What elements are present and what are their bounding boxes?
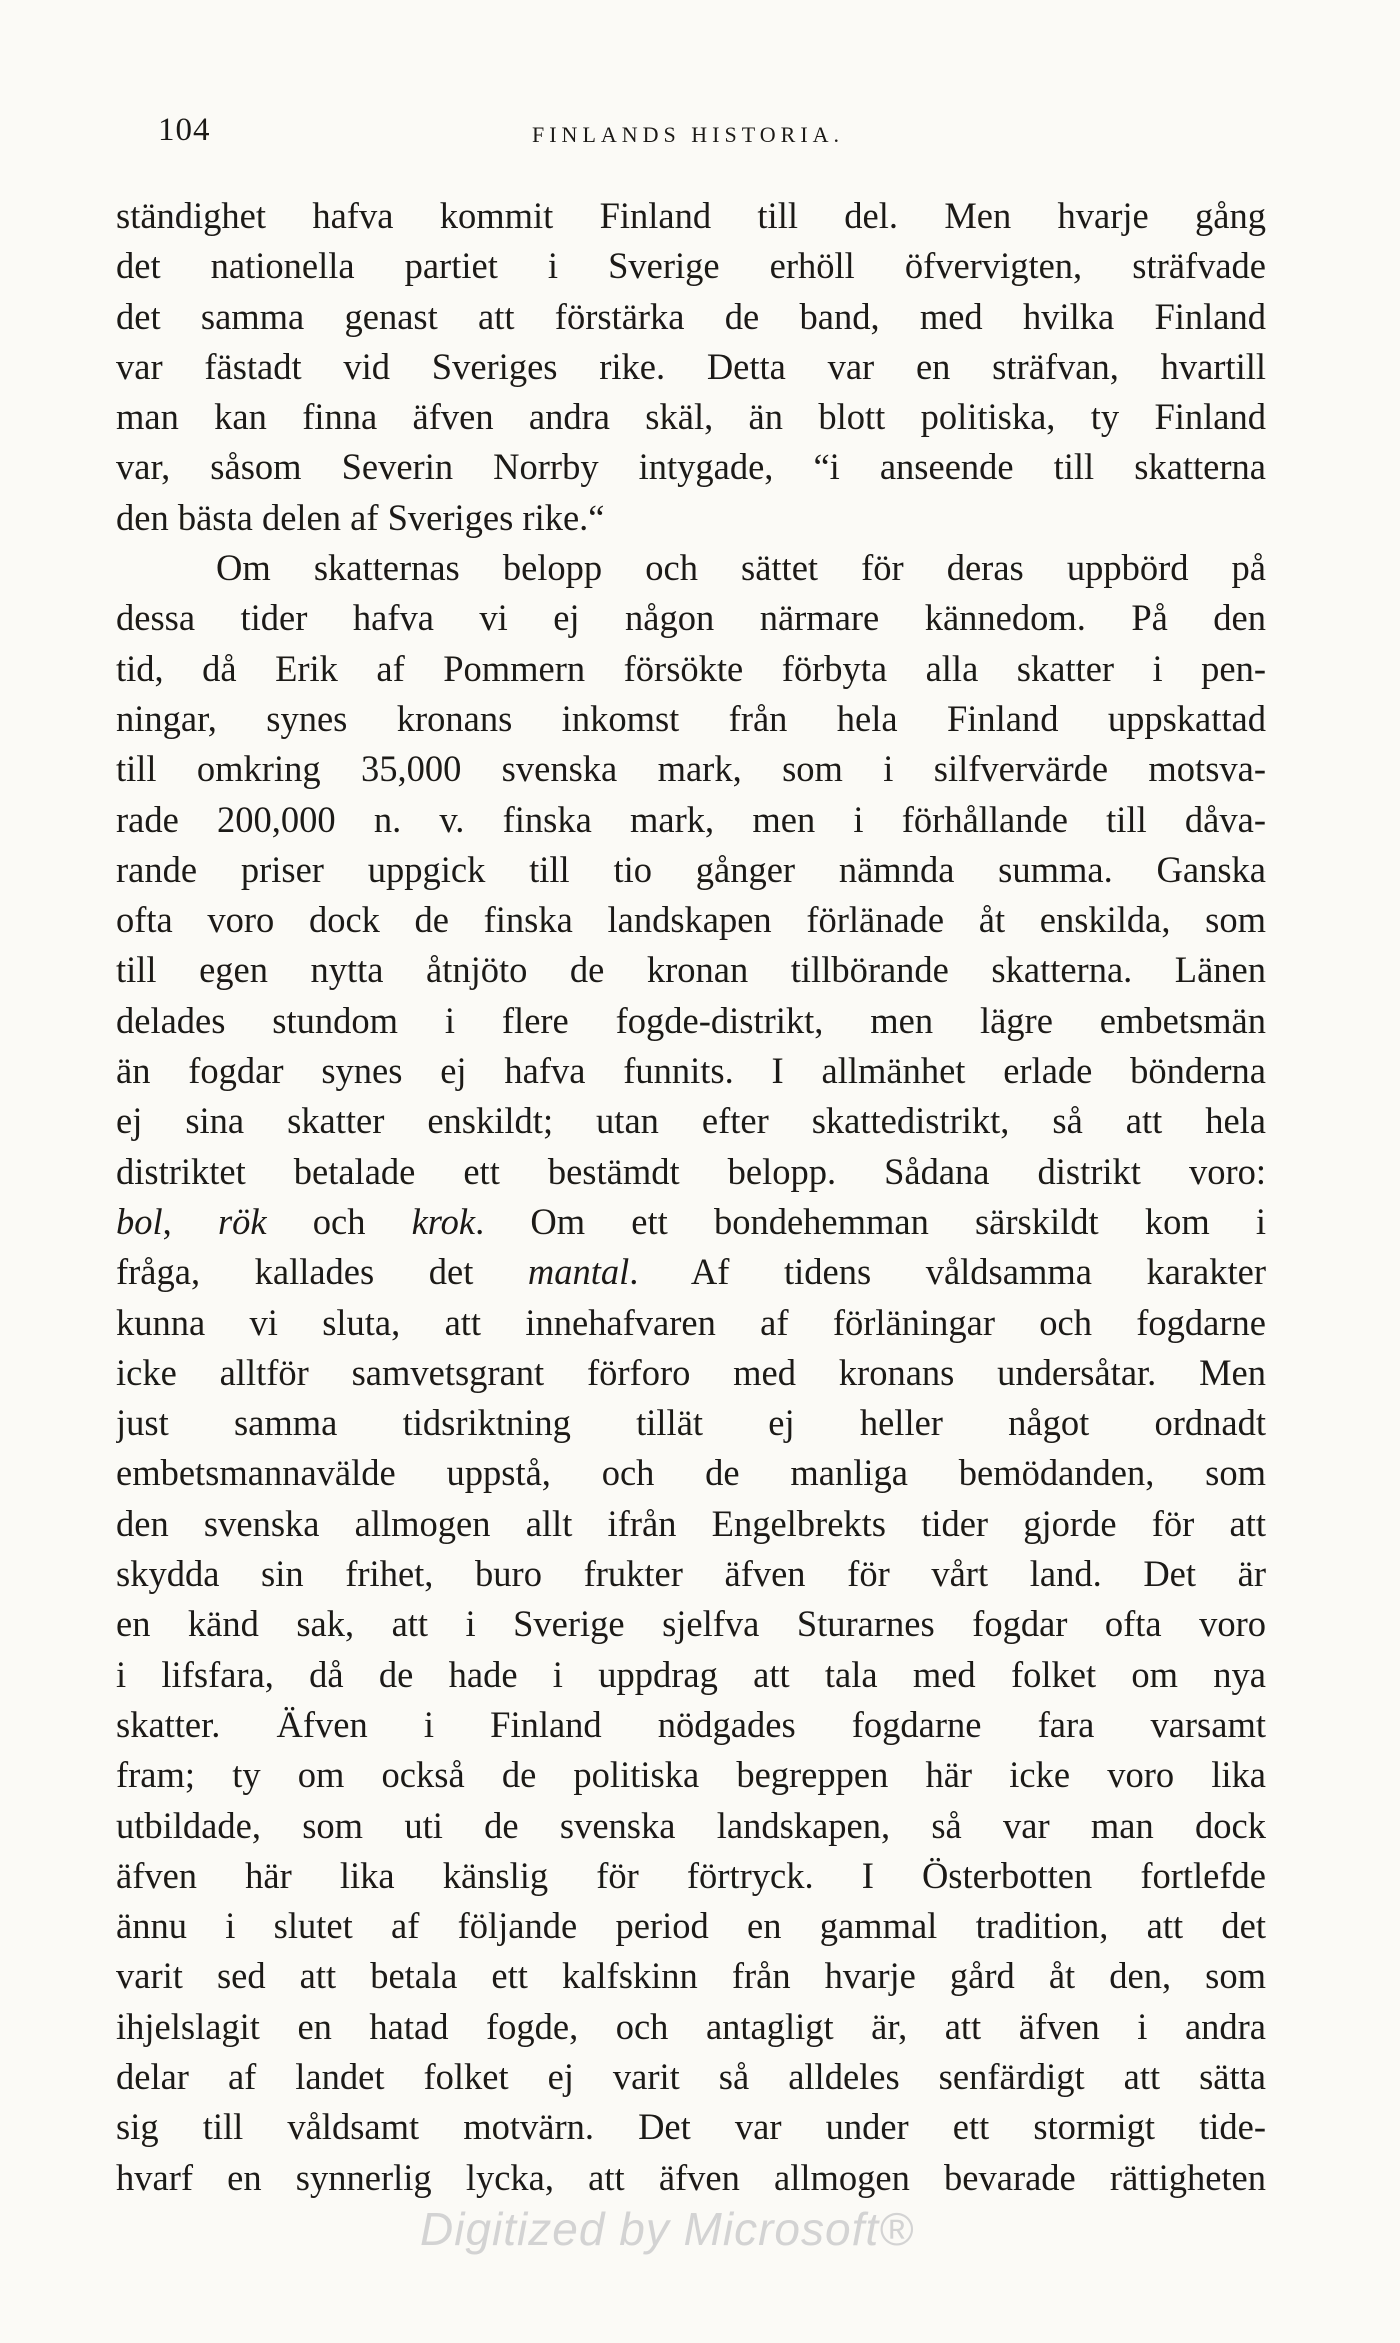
text-line: delar af landet folket ej varit så alldeles senfärdigt att sätta: [116, 2055, 1266, 2097]
text-line: det samma genast att förstärka de band, med hvilka Finland: [116, 295, 1266, 337]
text-line: [116, 1247, 1266, 1297]
text-line: ej sina skatter enskildt; utan efter skattedistrikt, så att hela: [116, 1100, 1266, 1142]
text-segment: fråga, kallades det: [116, 1251, 528, 1293]
text-line: till egen nytta åtnjöto de kronan tillbörande skatterna. Länen: [116, 949, 1266, 991]
italic-term: rök: [217, 1200, 267, 1242]
text-line: just samma tidsriktning tillät ej heller något ordnadt: [116, 1402, 1266, 1444]
italic-term: mantal: [527, 1251, 630, 1293]
text-line: tid, då Erik af Pommern försökte förbyta alla skatter i pen-: [116, 647, 1266, 689]
text-line: rade 200,000 n. v. finska mark, men i förhållande till dåva-: [116, 798, 1266, 840]
italic-term: bol: [116, 1200, 163, 1242]
running-head: [150, 112, 1270, 172]
text-line: till omkring 35,000 svenska mark, som i silfvervärde motsva-: [116, 748, 1266, 790]
text-line: den svenska allmogen allt ifrån Engelbrekts tider gjorde för att: [116, 1502, 1266, 1544]
text-line: delades stundom i flere fogde-distrikt, men lägre embetsmän: [116, 999, 1266, 1041]
text-line: distriktet betalade ett bestämdt belopp. Sådana distrikt voro:: [116, 1150, 1266, 1192]
text-segment: . Af tidens våldsamma karakter: [629, 1251, 1266, 1293]
body-text: [116, 191, 1266, 2203]
text-line: [116, 1197, 1266, 1247]
text-line: embetsmannavälde uppstå, och de manliga bemödanden, som: [116, 1452, 1266, 1494]
text-line: fram; ty om också de politiska begreppen här icke voro lika: [116, 1754, 1266, 1796]
text-line: en känd sak, att i Sverige sjelfva Sturarnes fogdar ofta voro: [116, 1603, 1266, 1645]
text-line: skydda sin frihet, buro frukter äfven för vårt land. Det är: [116, 1553, 1266, 1595]
text-line: äfven här lika känslig för förtryck. I Österbotten fortlefde: [116, 1854, 1266, 1896]
text-line: dessa tider hafva vi ej någon närmare kännedom. På den: [116, 597, 1266, 639]
text-line: det nationella partiet i Sverige erhöll öfvervigten, sträfvade: [116, 245, 1266, 287]
text-line: i lifsfara, då de hade i uppdrag att tala med folket om nya: [116, 1653, 1266, 1695]
text-line: varit sed att betala ett kalfskinn från hvarje gård åt den, som: [116, 1955, 1266, 1997]
text-line: ständighet hafva kommit Finland till del. Men hvarje gång: [116, 195, 1266, 236]
text-segment: och: [266, 1200, 412, 1242]
text-line: den bästa delen af Sveriges rike.“: [116, 496, 605, 538]
text-line: ännu i slutet af följande period en gammal tradition, att det: [116, 1905, 1266, 1947]
text-segment: . Om ett bondehemman särskildt kom i: [475, 1200, 1266, 1242]
running-title: FINLANDS HISTORIA.: [532, 122, 845, 147]
text-line: hvarf en synnerlig lycka, att äfven allmogen bevarade rättigheten: [116, 2156, 1266, 2198]
text-line: rande priser uppgick till tio gånger nämnda summa. Ganska: [116, 848, 1266, 890]
text-line: var fästadt vid Sveriges rike. Detta var en sträfvan, hvartill: [116, 345, 1266, 387]
digitization-watermark: Digitized by Microsoft®: [420, 2203, 915, 2255]
text-line: man kan finna äfven andra skäl, än blott politiska, ty Finland: [116, 396, 1266, 438]
text-line: icke alltför samvetsgrant förforo med kronans undersåtar. Men: [116, 1351, 1266, 1393]
text-line: ihjelslagit en hatad fogde, och antagligt är, att äfven i andra: [116, 2005, 1266, 2047]
text-line: ofta voro dock de finska landskapen förlänade åt enskilda, som: [116, 899, 1266, 941]
text-segment: ,: [162, 1200, 218, 1242]
text-line: var, såsom Severin Norrby intygade, “i anseende till skatterna: [116, 446, 1266, 488]
text-line: ningar, synes kronans inkomst från hela Finland uppskattad: [116, 697, 1266, 739]
text-line: än fogdar synes ej hafva funnits. I allmänhet erlade bönderna: [116, 1050, 1266, 1092]
text-line: sig till våldsamt motvärn. Det var under ett stormigt tide-: [116, 2106, 1266, 2148]
italic-term: krok: [411, 1200, 476, 1242]
text-line: Om skatternas belopp och sättet för deras uppbörd på: [216, 547, 1266, 589]
text-line: skatter. Äfven i Finland nödgades fogdarne fara varsamt: [116, 1703, 1266, 1745]
page-number: 104: [158, 112, 211, 148]
text-line: kunna vi sluta, att innehafvaren af förläningar och fogdarne: [116, 1301, 1266, 1343]
text-line: utbildade, som uti de svenska landskapen, så var man dock: [116, 1804, 1266, 1846]
